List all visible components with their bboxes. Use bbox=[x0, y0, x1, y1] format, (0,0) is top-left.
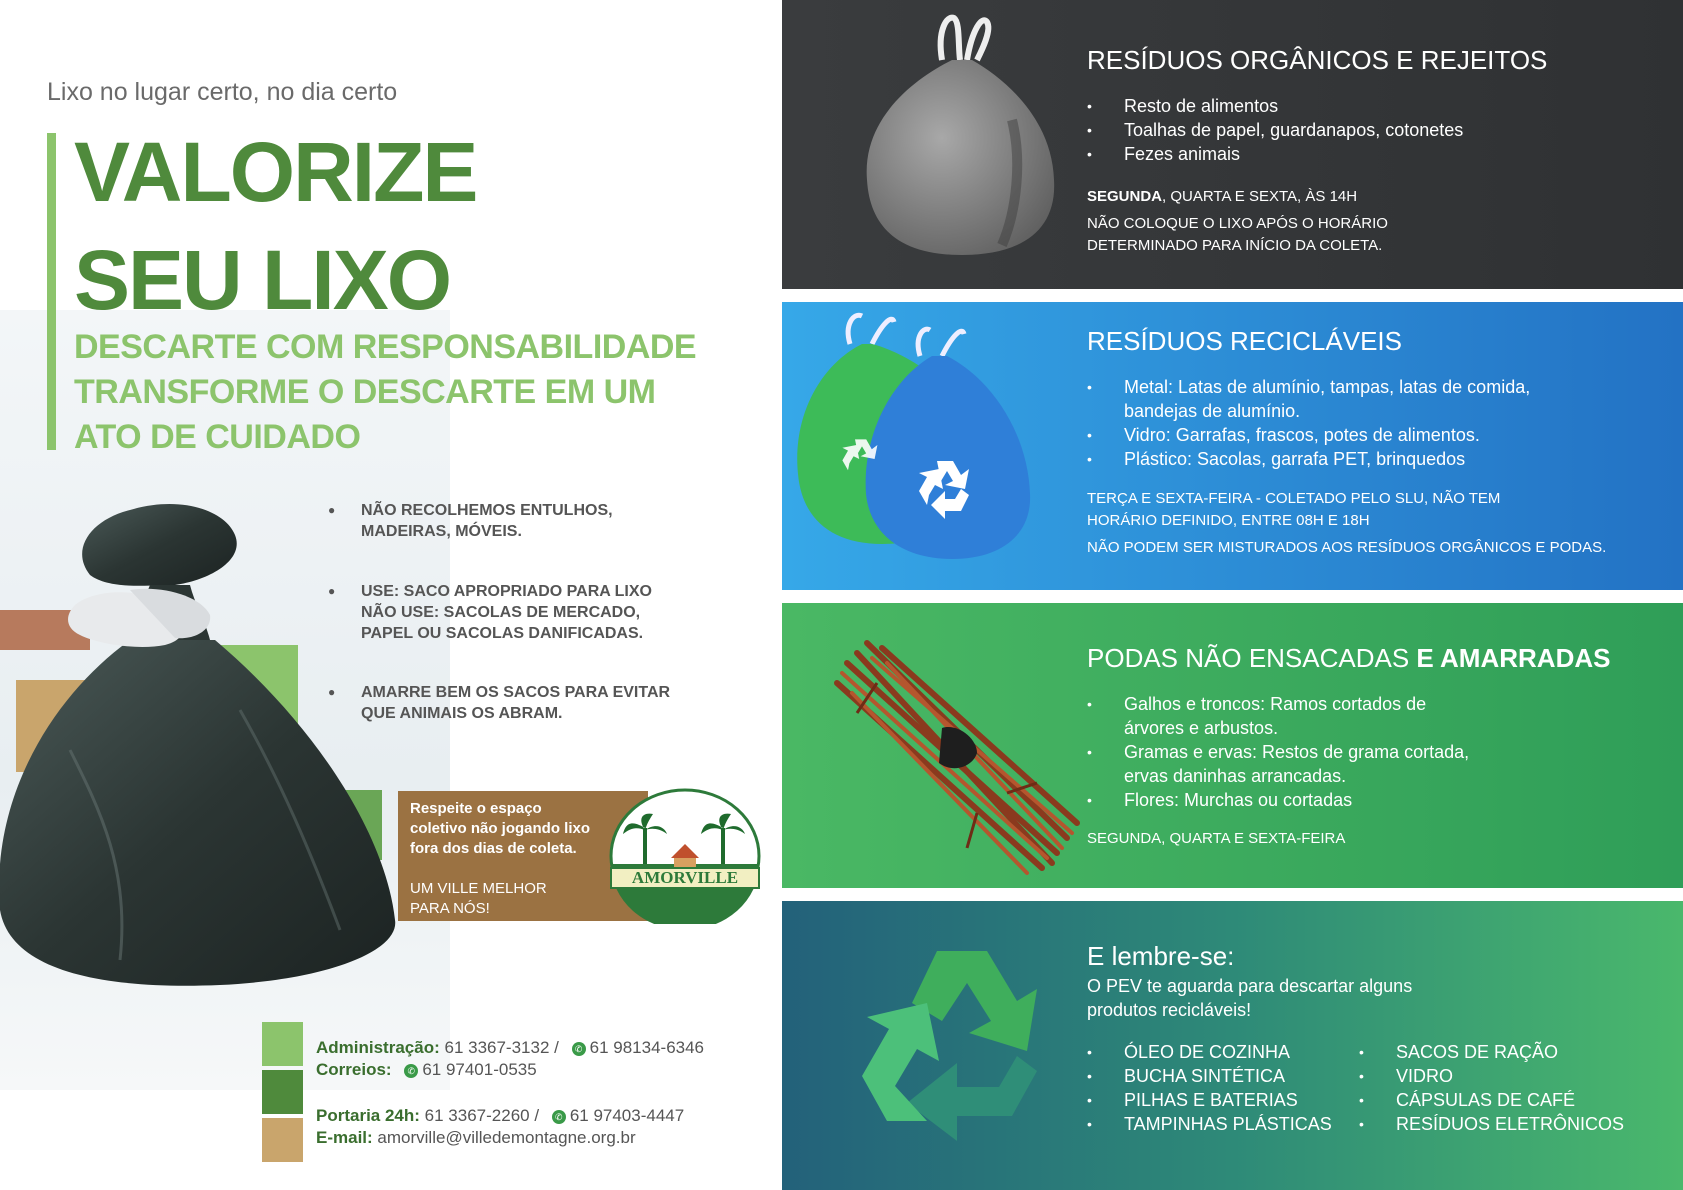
admin-whatsapp[interactable]: 61 98134-6346 bbox=[589, 1038, 705, 1057]
contact-bar-tan bbox=[262, 1118, 303, 1162]
correios-whatsapp[interactable]: 61 97401-0535 bbox=[422, 1060, 537, 1079]
contact-bar-green-light bbox=[262, 1022, 303, 1066]
list-item: • Resto de alimentos bbox=[1087, 94, 1463, 118]
prunings-title: PODAS NÃO ENSACADAS E AMARRADAS bbox=[1087, 643, 1611, 673]
rules-list bbox=[328, 500, 688, 744]
list-item: • BUCHA SINTÉTICA bbox=[1087, 1064, 1332, 1088]
recycle-bags-icon bbox=[792, 304, 1072, 584]
contact-email: E-mail: amorville@villedemontagne.org.br bbox=[316, 1128, 636, 1147]
gray-bag-icon bbox=[842, 10, 1082, 280]
rule-item: ● NÃO RECOLHEMOS ENTULHOS, MADEIRAS, MÓVEIS. bbox=[328, 500, 688, 542]
subtitle-line: ATO DE CUIDADO bbox=[74, 418, 361, 456]
recycle-schedule: TERÇA E SEXTA-FEIRA - COLETADO PELO SLU, NÃO TEM HORÁRIO DEFINIDO, ENTRE 08H E 18H bbox=[1087, 490, 1501, 529]
list-item: • CÁPSULAS DE CAFÉ bbox=[1359, 1088, 1624, 1112]
panel-organic bbox=[782, 0, 1683, 289]
subtitle bbox=[74, 325, 696, 460]
hero-title bbox=[74, 118, 476, 334]
organic-schedule: SEGUNDA, QUARTA E SEXTA, ÀS 14H bbox=[1087, 188, 1358, 205]
hero-line: VALORIZE bbox=[74, 125, 477, 219]
list-item: • Flores: Murchas ou cortadas bbox=[1087, 788, 1469, 812]
recycle-warning: NÃO PODEM SER MISTURADOS AOS RESÍDUOS ORGÂNICOS E PODAS. bbox=[1087, 539, 1607, 556]
list-item: • Metal: Latas de alumínio, tampas, latas de comida, bandejas de alumínio. bbox=[1087, 375, 1530, 423]
tagline: Lixo no lugar certo, no dia certo bbox=[47, 78, 398, 106]
rule-item: ● AMARRE BEM OS SACOS PARA EVITAR QUE ANIMAIS OS ABRAM. bbox=[328, 682, 688, 724]
whatsapp-icon: ✆ bbox=[404, 1064, 418, 1078]
recycle-title: RESÍDUOS RECICLÁVEIS bbox=[1087, 326, 1402, 356]
rule-item: ● USE: SACO APROPRIADO PARA LIXO NÃO USE: SACOLAS DE MERCADO, PAPEL OU SACOLAS DANIFICADAS. bbox=[328, 581, 688, 644]
pev-list-col1 bbox=[1087, 1040, 1332, 1136]
portaria-whatsapp[interactable]: 61 97403-4447 bbox=[569, 1106, 685, 1125]
list-item: • Toalhas de papel, guardanapos, cotonetes bbox=[1087, 118, 1463, 142]
portaria-phone[interactable]: 61 3367-2260 bbox=[424, 1106, 530, 1125]
organic-title: RESÍDUOS ORGÂNICOS E REJEITOS bbox=[1087, 45, 1548, 75]
panel-prunings bbox=[782, 603, 1683, 888]
list-item: • Galhos e troncos: Ramos cortados de árvores e arbustos. bbox=[1087, 692, 1469, 740]
hero-line: SEU LIXO bbox=[74, 233, 451, 327]
pev-list-col2 bbox=[1359, 1040, 1624, 1136]
panel-recycle bbox=[782, 302, 1683, 590]
list-item: • ÓLEO DE COZINHA bbox=[1087, 1040, 1332, 1064]
list-item: • Fezes animais bbox=[1087, 142, 1463, 166]
pev-title: E lembre-se: bbox=[1087, 941, 1235, 971]
list-item: • Plástico: Sacolas, garrafa PET, brinquedos bbox=[1087, 447, 1530, 471]
admin-phone[interactable]: 61 3367-3132 bbox=[444, 1038, 550, 1057]
subtitle-line: DESCARTE COM RESPONSABILIDADE bbox=[74, 328, 697, 366]
list-item: • PILHAS E BATERIAS bbox=[1087, 1088, 1332, 1112]
prunings-list bbox=[1087, 692, 1469, 812]
accent-bar bbox=[47, 133, 56, 450]
contact-admin: Administração: 61 3367-3132 / ✆ 61 98134-6346 bbox=[316, 1038, 705, 1057]
email-link[interactable]: amorville@villedemontagne.org.br bbox=[377, 1128, 636, 1147]
organic-warning: NÃO COLOQUE O LIXO APÓS O HORÁRIO DETERMINADO PARA INÍCIO DA COLETA. bbox=[1087, 215, 1388, 254]
whatsapp-icon: ✆ bbox=[572, 1042, 586, 1056]
pev-intro: O PEV te aguarda para descartar alguns produtos recicláveis! bbox=[1087, 976, 1413, 1020]
list-item: • Vidro: Garrafas, frascos, potes de alimentos. bbox=[1087, 423, 1530, 447]
whatsapp-icon: ✆ bbox=[552, 1110, 566, 1124]
left-column bbox=[0, 0, 780, 1190]
notice-box: Respeite o espaço coletivo não jogando lixo fora dos dias de coleta. UM VILLE MELHOR PARA NÓS! bbox=[398, 791, 648, 921]
list-item: • SACOS DE RAÇÃO bbox=[1359, 1040, 1624, 1064]
subtitle-line: TRANSFORME O DESCARTE EM UM bbox=[74, 373, 656, 411]
contact-portaria: Portaria 24h: 61 3367-2260 / ✆ 61 97403-4447 bbox=[316, 1106, 685, 1125]
list-item: • RESÍDUOS ELETRÔNICOS bbox=[1359, 1112, 1624, 1136]
list-item: • VIDRO bbox=[1359, 1064, 1624, 1088]
list-item: • Gramas e ervas: Restos de grama cortada, ervas daninhas arrancadas. bbox=[1087, 740, 1469, 788]
recycle-symbol-icon bbox=[827, 921, 1087, 1181]
contact-bar-green-dark bbox=[262, 1070, 303, 1114]
logo-text: AMORVILLE bbox=[631, 868, 739, 887]
contact-correios: Correios: ✆ 61 97401-0535 bbox=[316, 1060, 537, 1079]
prunings-schedule: SEGUNDA, QUARTA E SEXTA-FEIRA bbox=[1087, 830, 1346, 847]
list-item: • TAMPINHAS PLÁSTICAS bbox=[1087, 1112, 1332, 1136]
amorville-logo bbox=[609, 788, 761, 924]
recycle-list bbox=[1087, 375, 1530, 471]
organic-list bbox=[1087, 94, 1463, 166]
branches-bundle-icon bbox=[827, 623, 1087, 883]
